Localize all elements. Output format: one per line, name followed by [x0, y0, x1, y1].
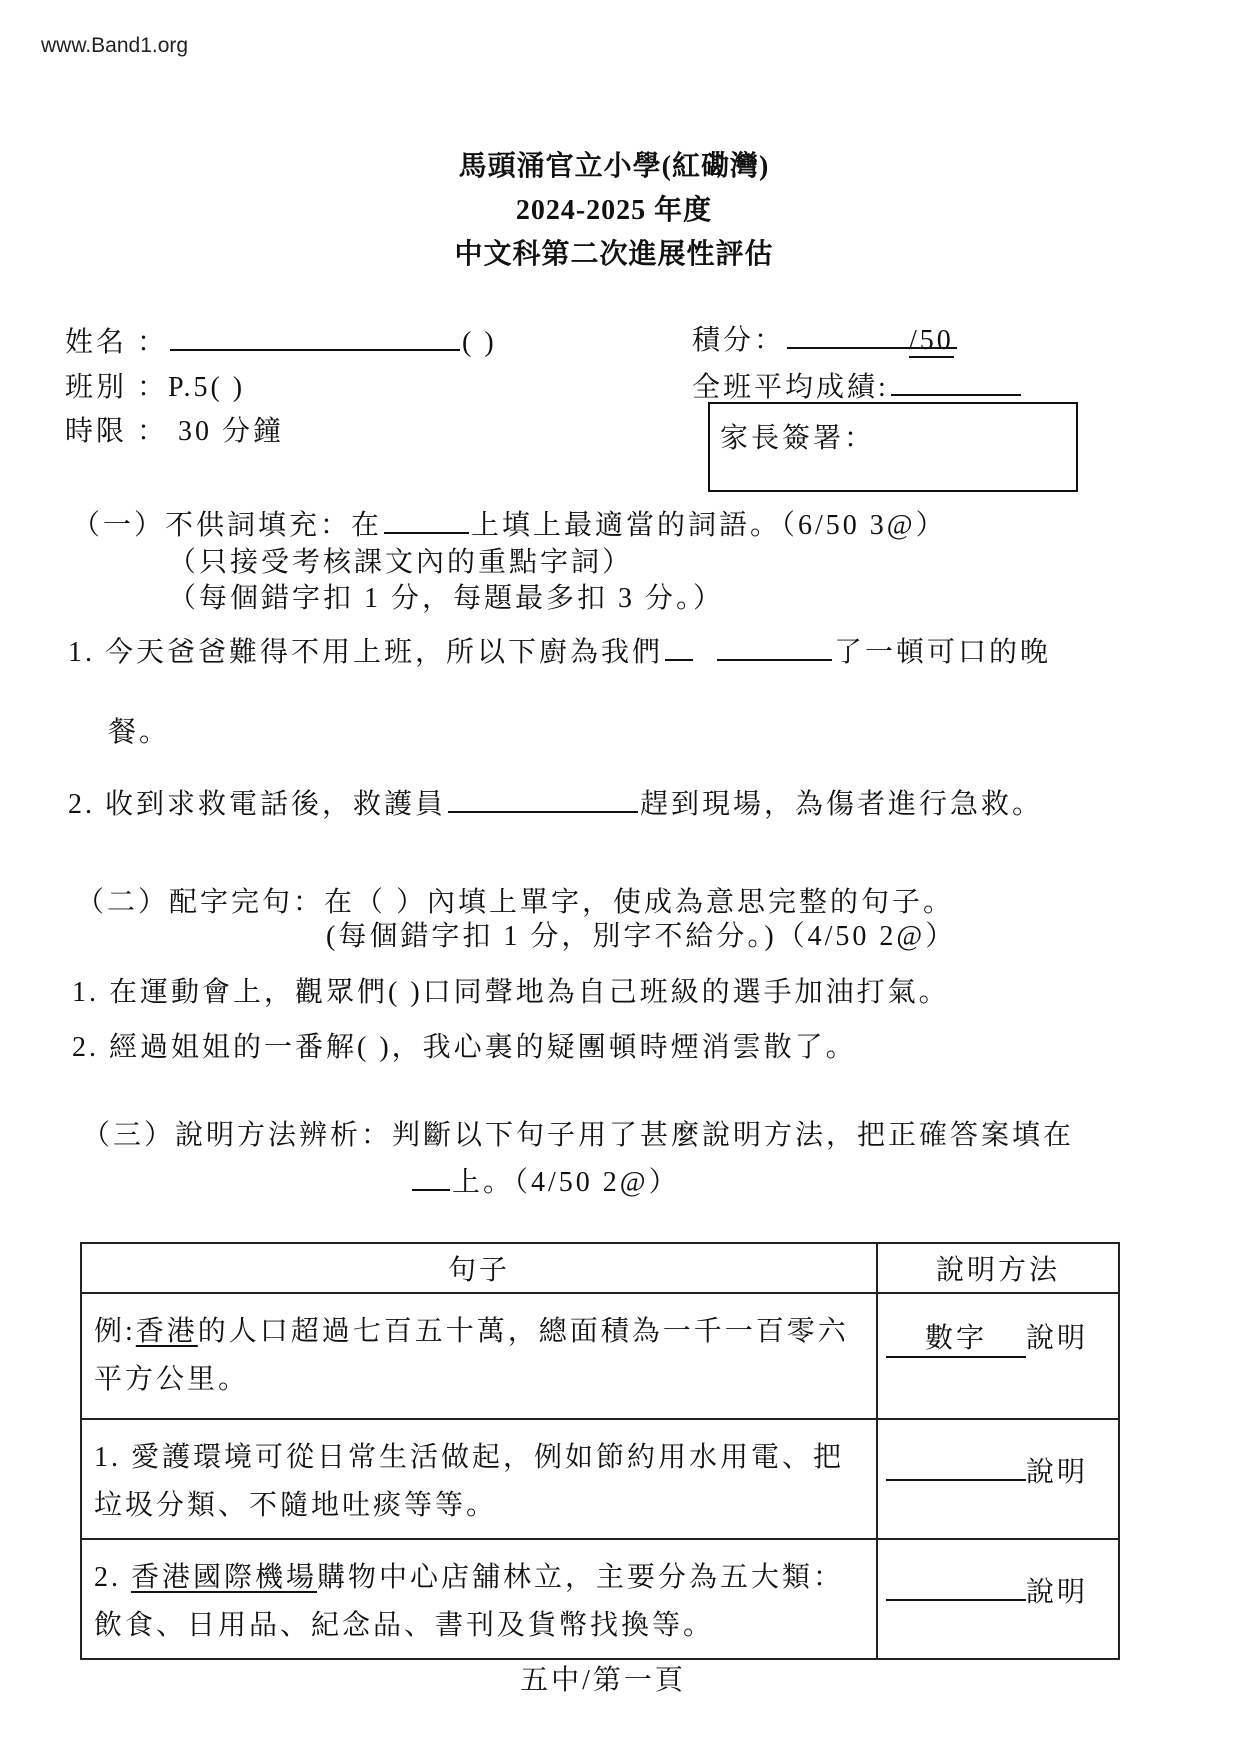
section1-heading-text-2: 上填上最適當的詞語。（6/50 3@） — [471, 510, 947, 541]
class-number-paren: ( ) — [462, 327, 497, 358]
table-row — [81, 1539, 1119, 1659]
table-header — [81, 1243, 1119, 1293]
row1-sentence: 1. 愛護環境可從日常生活做起，例如節約用水用電、把垃圾分類、不隨地吐痰等等。 — [81, 1419, 877, 1539]
q2-text-2: 趕到現場，為傷者進行急救。 — [640, 789, 1044, 820]
row2-method — [877, 1539, 1119, 1659]
school-name: 馬頭涌官立小學(紅磡灣) — [458, 151, 770, 182]
q1-text-2: 了一頓可口的晚 — [834, 637, 1052, 668]
school-year: 2024-2025 年度 — [515, 195, 713, 226]
q1-blank-1[interactable] — [665, 658, 693, 661]
row2-answer-blank[interactable] — [886, 1599, 1026, 1601]
section2-note: (每個錯字扣 1 分，別字不給分。)（4/50 2@） — [326, 921, 957, 952]
section3-heading: （三）說明方法辨析：判斷以下句子用了甚麼說明方法，把正確答案填在 — [82, 1120, 1075, 1151]
section1-q1-cont: 餐。 — [108, 717, 171, 748]
class-label: 班別 ：P.5( ) — [65, 372, 246, 403]
section1-heading — [72, 503, 947, 543]
score-label: 積分： — [692, 325, 786, 356]
table-row — [81, 1293, 1119, 1419]
watermark: www.Band1.org — [41, 34, 189, 57]
method-suffix: 說明 — [1026, 1457, 1089, 1488]
q2-blank[interactable] — [448, 810, 638, 813]
exam-title: 中文科第二次進展性評估 — [454, 239, 774, 270]
method-suffix: 說明 — [1026, 1323, 1089, 1354]
explanation-method-table — [80, 1242, 1120, 1660]
section2-heading: （二）配字完句：在（ ）內填上單字，使成為意思完整的句子。 — [76, 887, 955, 918]
section3-heading-2 — [410, 1160, 680, 1200]
section1-q1 — [68, 630, 1051, 670]
column-sentence: 句子 — [81, 1243, 877, 1293]
name-field — [65, 320, 497, 360]
row2-sentence — [81, 1539, 877, 1659]
section3-heading-2-text: 上。（4/50 2@） — [452, 1167, 680, 1198]
example-blank — [384, 531, 469, 534]
example-answer: 數字 — [886, 1316, 1026, 1358]
row1-answer-blank[interactable] — [886, 1479, 1026, 1481]
section2-q2: 2. 經過姐姐的一番解( )，我心裏的疑團頓時煙消雲散了。 — [72, 1032, 857, 1063]
page-footer: 五中/第一頁 — [520, 1665, 686, 1696]
method-suffix: 說明 — [1026, 1577, 1089, 1608]
row2-underlined: 香港國際機場 — [131, 1562, 318, 1593]
q2-text: 2. 收到求救電話後，救護員 — [68, 789, 447, 820]
row2-rest: 購物中心店舖林立，主要分為五大類：飲食、日用品、紀念品、書刊及貨幣找換等。 — [94, 1562, 845, 1641]
section1-heading-text: （一）不供詞填充：在 — [72, 510, 383, 541]
name-label: 姓名 ： — [65, 327, 169, 358]
column-method: 說明方法 — [877, 1243, 1119, 1293]
name-blank[interactable] — [170, 348, 460, 351]
example-sentence — [81, 1293, 877, 1419]
average-label: 全班平均成績: — [692, 372, 889, 403]
parent-signature-label: 家長簽署： — [720, 423, 876, 454]
section2-q1: 1. 在運動會上，觀眾們( )口同聲地為自己班級的選手加油打氣。 — [72, 977, 950, 1008]
example-prefix: 例: — [94, 1316, 136, 1347]
heading-blank — [412, 1188, 450, 1191]
time-limit: 時限 ： 30 分鐘 — [65, 416, 285, 447]
table-row — [81, 1419, 1119, 1539]
section1-note2: （每個錯字扣 1 分，每題最多扣 3 分。） — [168, 583, 725, 614]
row2-prefix: 2. — [94, 1562, 131, 1593]
row1-method — [877, 1419, 1119, 1539]
example-method — [877, 1293, 1119, 1419]
section1-q2 — [68, 782, 1043, 822]
score-field — [692, 318, 954, 358]
average-field — [692, 365, 1023, 405]
example-underlined: 香港 — [135, 1316, 198, 1347]
score-total: /50 — [909, 325, 954, 356]
example-rest: 的人口超過七百五十萬，總面積為一千一百零六平方公里。 — [94, 1316, 849, 1395]
average-blank[interactable] — [891, 393, 1021, 396]
q1-text: 1. 今天爸爸難得不用上班，所以下廚為我們 — [68, 637, 664, 668]
q1-blank-2[interactable] — [717, 658, 832, 661]
parent-signature-box[interactable] — [708, 402, 1078, 492]
section1-note1: （只接受考核課文內的重點字詞） — [168, 547, 634, 578]
